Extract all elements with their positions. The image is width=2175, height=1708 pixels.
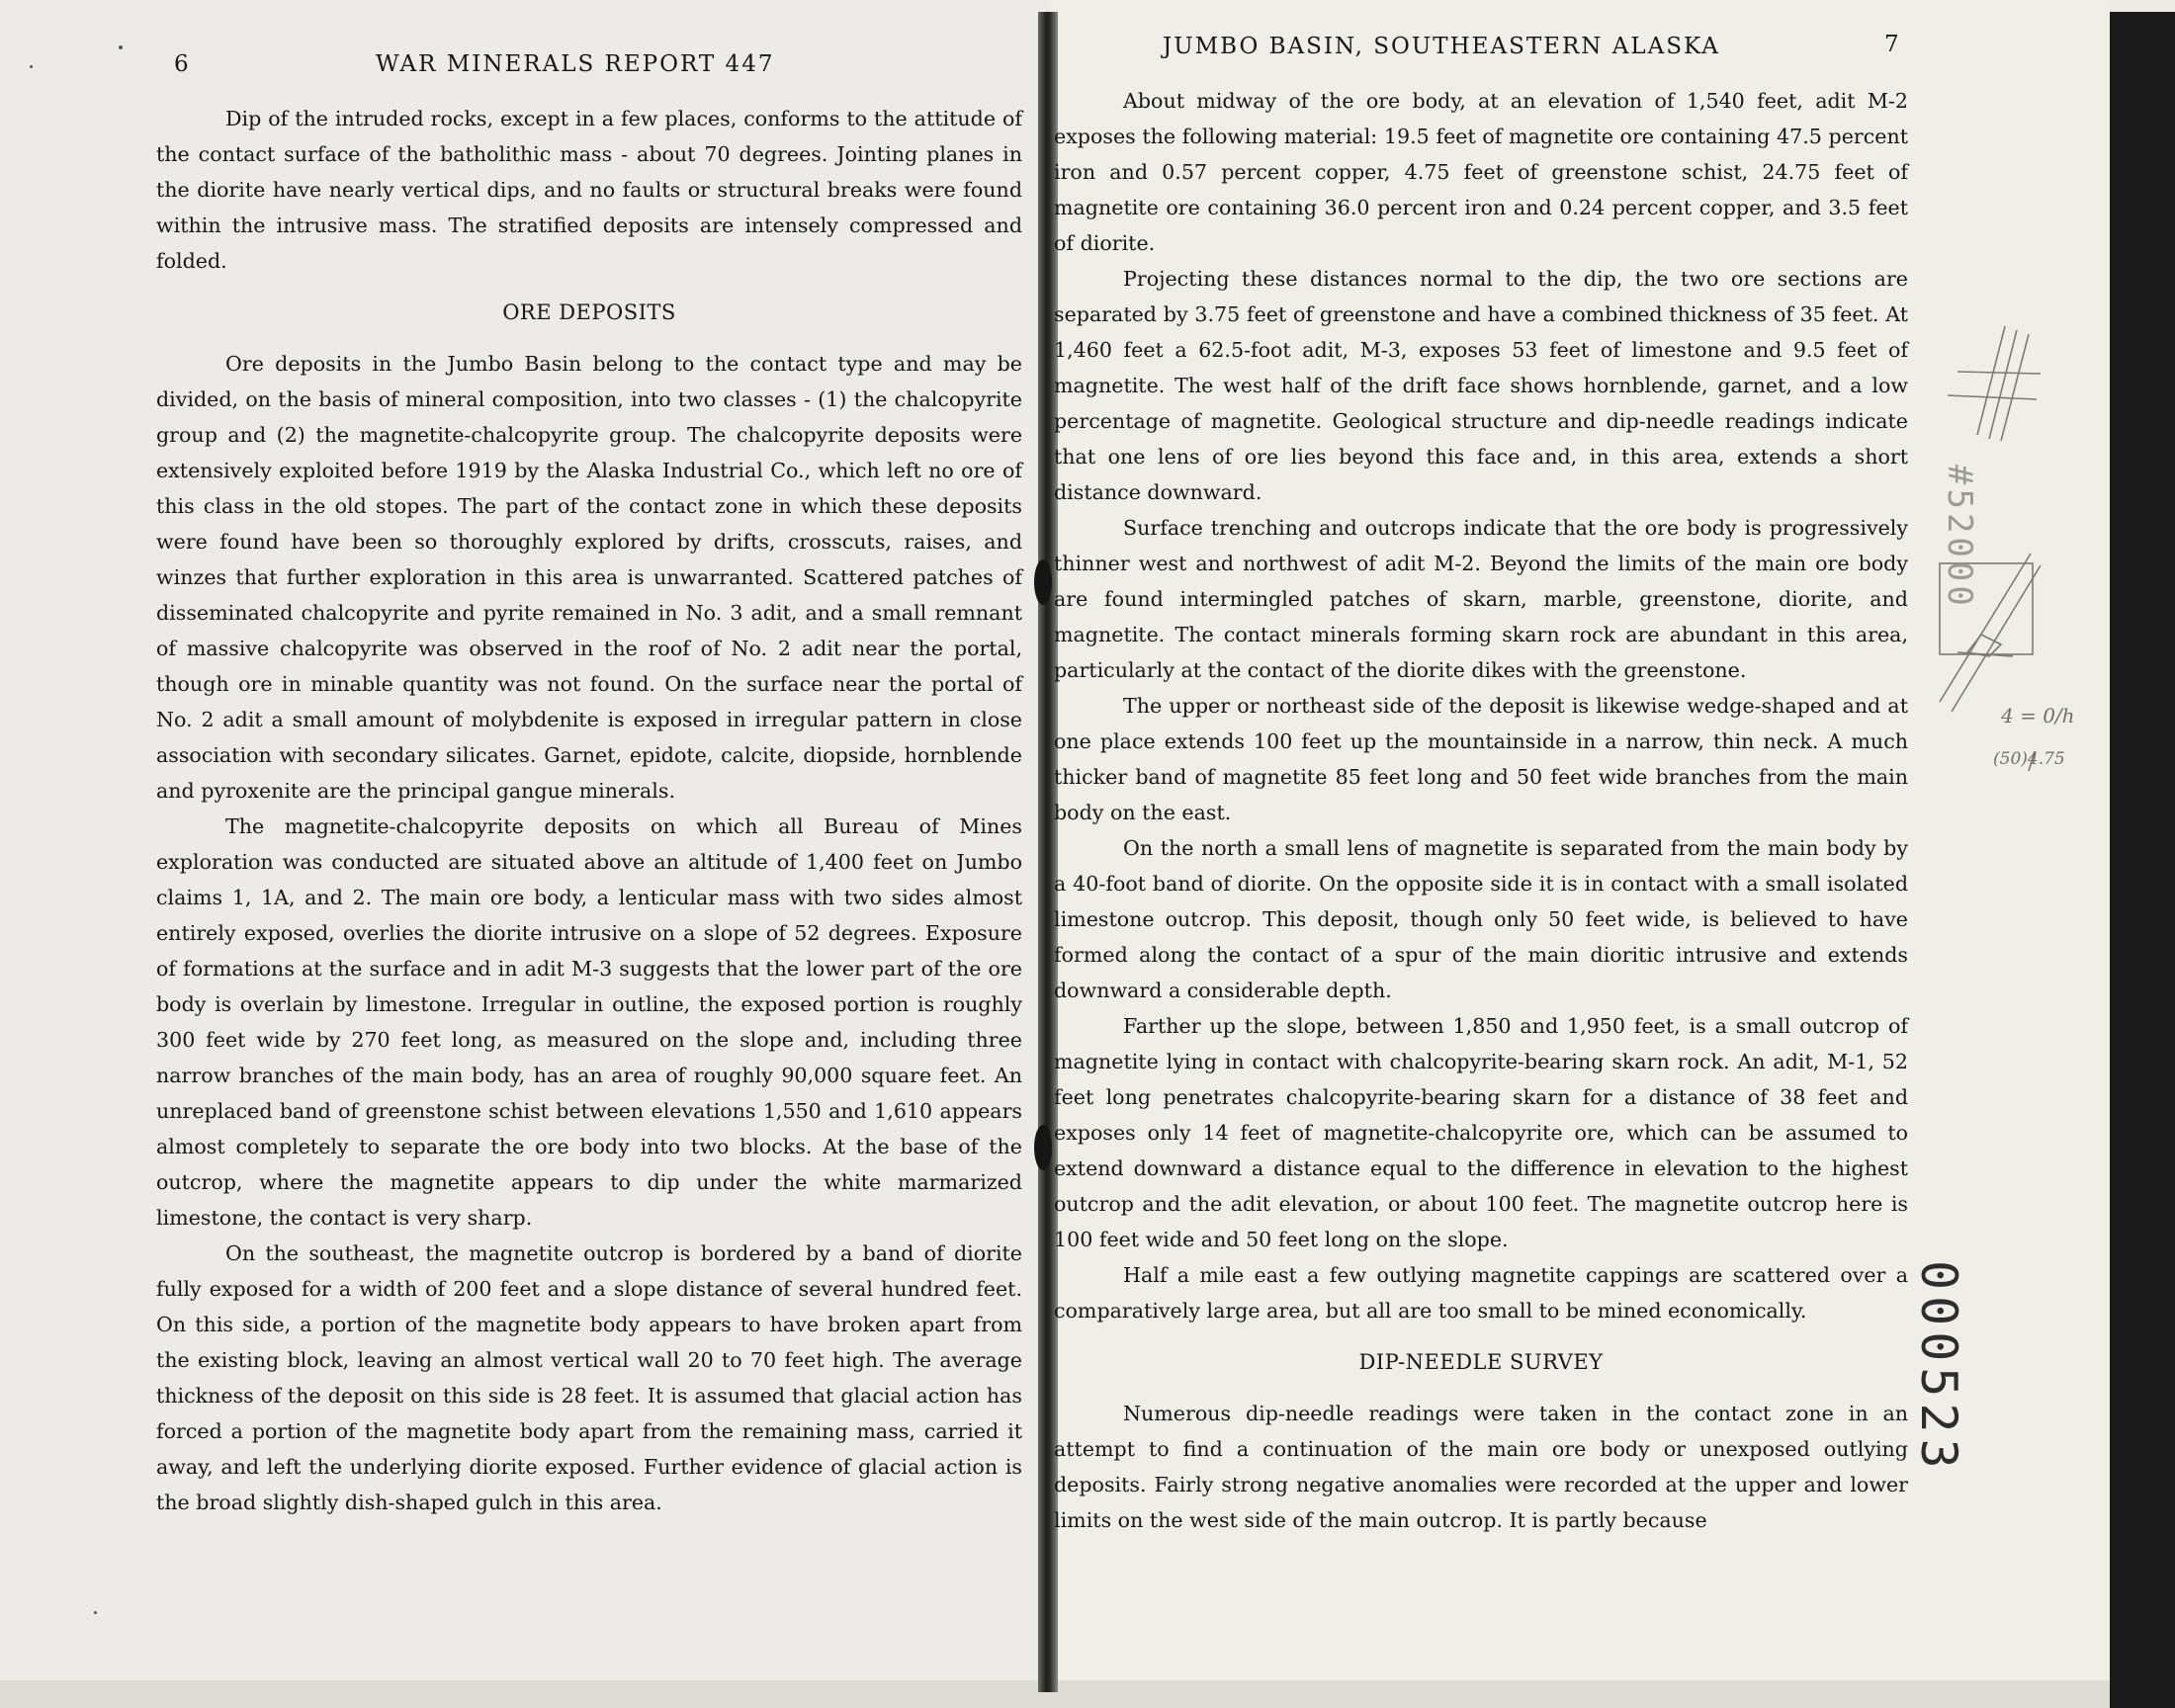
faint-stamp-number: #52000 — [1940, 465, 1979, 610]
paragraph: On the southeast, the magnetite outcrop is bordered by a band of diorite fully exposed for a width of 200 feet and a slope distance of several hundred feet. On this side, a portion of the magnetite body appears to have broken apart from the existing block, leaving an almost vertical wall 20 to 70 feet high. The average thickness of the deposit on this side is 28 feet. It is assumed that glacial action has forced a portion of the magnetite body apart from the remaining mass, carried it away, and left the underlying diorite exposed. Further evidence of glacial action is the broad slightly dish-shaped gulch in this area. — [156, 1241, 1022, 1514]
paragraph: Projecting these distances normal to the dip, the two ore sections are separated by 3.75 feet of greenstone and have a combined thickness of 35 feet. At 1,460 feet a 62.5-foot adit, M-3, exposes 53 feet of limestone and 9.5 feet of magnetite. The west half of the drift face shows hornblende, garnet, and a low percentage of magnetite. Geological structure and dip-needle readings indicate that one lens of ore lies beyond this face and, in this area, extends a short distance downward. — [1054, 267, 1908, 504]
paragraph: About midway of the ore body, at an elevation of 1,540 feet, adit M-2 exposes the following material: 19.5 feet of magnetite ore containing 47.5 percent iron and 0.57 percent copper, 4.75 feet of greenstone schist, 24.75 feet of magnetite ore containing 36.0 percent iron and 0.24 percent copper, and 3.5 feet of diorite. — [1054, 89, 1908, 255]
binding-hole-bottom — [1034, 1125, 1052, 1170]
scan-right-edge — [2110, 12, 2175, 1708]
scan-speck — [119, 45, 123, 49]
paragraph: The upper or northeast side of the deposit is likewise wedge-shaped and at one place extends 100 feet up the mountainside in a narrow, thin neck. A much thicker band of magnetite 85 feet long and 50 feet wide branches from the main body on the east. — [1054, 694, 1908, 824]
margin-formula-note: 4 = 0/h — [2001, 704, 2075, 727]
paragraph: Ore deposits in the Jumbo Basin belong to the contact type and may be divided, on the basis of mineral composition, into two classes - (1) the chalcopyrite group and (2) the magnetite-chalcopyrite group. The chalcopyrite deposits were extensively exploited before 1919 by the Alaska Industrial Co., which left no ore of this class in the old stopes. The part of the contact zone in which these deposits were found have been so thoroughly explored by drifts, crosscuts, raises, and winzes that further exploration in this area is unwarranted. Scattered patches of disseminated chalcopyrite and pyrite remained in No. 3 adit, and a small remnant of massive chalcopyrite was observed in the roof of No. 2 adit near the portal, though ore in minable quantity was not found. On the surface near the portal of No. 2 adit a small amount of molybdenite is exposed in irregular pattern in close association with secondary silicates. Garnet, epidote, calcite, diopside, hornblende and pyroxenite are the principal gangue minerals. — [156, 352, 1022, 803]
left-body-text — [156, 101, 1022, 1520]
paragraph: Dip of the intruded rocks, except in a few places, conforms to the attitude of the contact surface of the batholithic mass - about 70 degrees. Jointing planes in the diorite have nearly vertical dips, and no faults or structural breaks were found within the intrusive mass. The stratified deposits are intensely compressed and folded. — [156, 107, 1022, 273]
left-running-header: WAR MINERALS REPORT 447 — [376, 51, 775, 77]
paragraph: The magnetite-chalcopyrite deposits on which all Bureau of Mines exploration was conducted are situated above an altitude of 1,400 feet on Jumbo claims 1, 1A, and 2. The main ore body, a lenticular mass with two sides almost entirely exposed, overlies the diorite intrusive on a slope of 52 degrees. Exposure of formations at the surface and in adit M-3 suggests that the lower part of the ore body is overlain by limestone. Irregular in outline, the exposed portion is roughly 300 feet wide by 270 feet long, as measured on the slope and, including three narrow branches of the main body, has an area of roughly 90,000 square feet. An unreplaced band of greenstone schist between elevations 1,550 and 1,610 appears almost completely to separate the ore body into two blocks. At the base of the outcrop, where the magnetite appears to dip under the white marmarized limestone, the contact is very sharp. — [156, 814, 1022, 1230]
margin-calc-note: (50)4.75 — [1993, 749, 2065, 769]
paragraph: Farther up the slope, between 1,850 and 1,950 feet, is a small outcrop of magnetite lying in contact with chalcopyrite-bearing skarn rock. An adit, M-1, 52 feet long penetrates chalcopyrite-bearing skarn for a distance of 38 feet and exposes only 14 feet of magnetite-chalcopyrite ore, which can be assumed to extend downward a distance equal to the difference in elevation to the highest outcrop and the adit elevation, or about 100 feet. The magnetite outcrop here is 100 feet wide and 50 feet long on the slope. — [1054, 1014, 1908, 1251]
left-page-number: 6 — [174, 51, 191, 77]
paragraph: Surface trenching and outcrops indicate that the ore body is progressively thinner west and northwest of adit M-2. Beyond the limits of the main ore body are found intermingled patches of skarn, marble, greenstone, diorite, and magnetite. The contact minerals forming skarn rock are abundant in this area, particularly at the contact of the diorite dikes with the greenstone. — [1054, 516, 1908, 682]
right-page-number: 7 — [1884, 32, 1901, 57]
scan-speck — [30, 65, 33, 68]
section-heading-dip-needle-survey: DIP-NEEDLE SURVEY — [1358, 1350, 1604, 1374]
paragraph: Half a mile east a few outlying magnetite cappings are scattered over a comparatively large area, but all are too small to be mined economically. — [1054, 1263, 1908, 1323]
scan-speck — [94, 1611, 97, 1614]
paragraph: Numerous dip-needle readings were taken in the contact zone in an attempt to find a continuation of the main ore body or unexposed outlying deposits. Fairly strong negative anomalies were recorded at the upper and lower limits on the west side of the main outcrop. It is partly because — [1054, 1402, 1908, 1532]
paragraph: On the north a small lens of magnetite is separated from the main body by a 40-foot band of diorite. On the opposite side it is in contact with a small isolated limestone outcrop. This deposit, though only 50 feet wide, is believed to have formed along the contact of a spur of the main dioritic intrusive and extends downward a considerable depth. — [1054, 836, 1908, 1002]
right-body-text — [1054, 83, 1908, 1538]
section-heading-ore-deposits: ORE DEPOSITS — [502, 300, 676, 324]
right-running-header: JUMBO BASIN, SOUTHEASTERN ALASKA — [1163, 34, 1720, 59]
margin-sketch — [1918, 316, 2046, 771]
binding-hole-top — [1034, 559, 1052, 605]
document-stamp-number: 000523 — [1910, 1260, 1967, 1475]
